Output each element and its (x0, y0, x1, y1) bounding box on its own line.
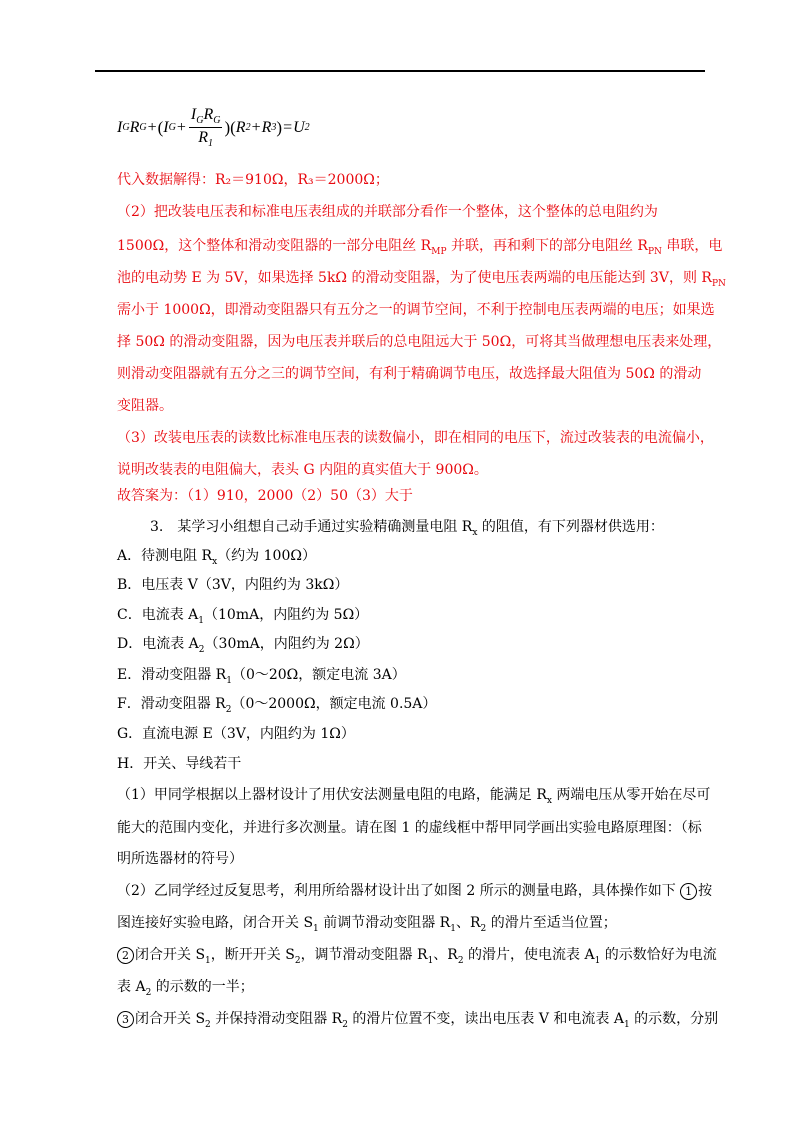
part1-line: 能大的范围内变化，并进行多次测量。请在图 1 的虚线框中帮甲同学画出实验电路原理图：（标 (117, 820, 702, 836)
answer-line: 则滑动变阻器就有五分之三的调节空间，有利于精确调节电压，故选择最大阻值为 50Ω 的滑动 (117, 366, 702, 382)
answer-line: 说明改装表的电阻偏大，表头 G 内阻的真实值大于 900Ω。 (117, 462, 488, 478)
question-stem: 3. 某学习小组想自己动手通过实验精确测量电阻 $R_x$ 的阻值，有下列器材供选用： (150, 519, 664, 538)
part2-line: 表 $A_2$ 的示数的一半； (117, 979, 254, 998)
part2-line: （2）乙同学经过反复思考，利用所给器材设计出了如图 2 所示的测量电路，具体操作如下 1 按 (117, 883, 713, 899)
option-c: C．电流表 $A_1(10mA$，内阻约为 5Ω） (117, 607, 369, 626)
option-h: H．开关、导线若干 (117, 756, 242, 772)
option-d: D．电流表 $A_2(30mA$，内阻约为 2Ω） (117, 636, 369, 655)
answer-line: 池的电动势 E 为 5V，如果选择 5kΩ 的滑动变阻器，为了使电压表两端的电压能达到 3V，则 $R_{PN}$ (117, 270, 726, 289)
step-2-marker: 2 (117, 947, 134, 964)
option-b: B．电压表 V（3V，内阻约为 3kΩ） (117, 577, 349, 593)
equation: I G R G + ( I G + $\frac{I_GR_G}{R_1}$ ) ( R 2 + R 3 ) = U 2 (117, 106, 310, 150)
answer-line: 1500Ω，这个整体和滑动变阻器的一部分电阻丝 $R_{MP}$ 并联，再和剩下的部分电阻丝 $R_{PN}$ 串联，电 (117, 238, 723, 257)
answer-line: （2）把改装电压表和标准电压表组成的并联部分看作一个整体，这个整体的总电阻约为 (117, 204, 658, 220)
step-1-marker: 1 (680, 883, 697, 900)
part2-line: 图连接好实验电路，闭合开关 $S_1$ 前调节滑动变阻器 $R_1$、$R_2$ 的滑片至适当位置； (117, 915, 617, 934)
answer-summary: 故答案为：（1）910，2000（2）50（3）大于 (117, 488, 413, 504)
answer-line: （3）改装电压表的读数比标准电压表的读数偏小，即在相同的电压下，流过改装表的电流偏小， (117, 430, 714, 446)
answer-line: 变阻器。 (117, 398, 173, 414)
header-rule (95, 70, 705, 72)
answer-line: 择 50Ω 的滑动变阻器，因为电压表并联后的总电阻远大于 50Ω，可将其当做理想电压表来处理， (117, 334, 722, 350)
part1-line: 明所选器材的符号） (117, 851, 243, 867)
fraction: $\frac{I_GR_G}{R_1}$ (190, 106, 221, 150)
option-a: A．待测电阻 $R_x$（约为 100Ω） (117, 548, 316, 567)
answer-line: 需小于 1000Ω，即滑动变阻器只有五分之一的调节空间，不利于控制电压表两端的电压；如果选 (117, 302, 715, 318)
answer-line: 代入数据解得：R₂＝910Ω，R₃＝2000Ω； (117, 172, 389, 188)
option-g: G．直流电源 E（3V，内阻约为 1Ω） (117, 726, 355, 742)
part2-line: 3 闭合开关 $S_2$ 并保持滑动变阻器 $R_2$ 的滑片位置不变，读出电压表 V 和电流表 $A_1$ 的示数，分别 (117, 1009, 718, 1035)
part2-line: 2 闭合开关 $S_1$，断开开关 $S_2$，调节滑动变阻器 $R_1$、$R_2$ 的滑片，使电流表 $A_1$ 的示数恰好为电流 (117, 945, 717, 971)
part1-line: （1）甲同学根据以上器材设计了用伏安法测量电阻的电路，能满足 $R_x$ 两端电压从零开始在尽可 (117, 787, 711, 806)
step-3-marker: 3 (117, 1011, 134, 1028)
option-e: E．滑动变阻器 $R_1(0\sim 20\Omega$，额定电流 3A） (117, 667, 406, 686)
option-f: F．滑动变阻器 $R_2(0\sim 2000\Omega$，额定电流 0.5A） (117, 696, 437, 715)
